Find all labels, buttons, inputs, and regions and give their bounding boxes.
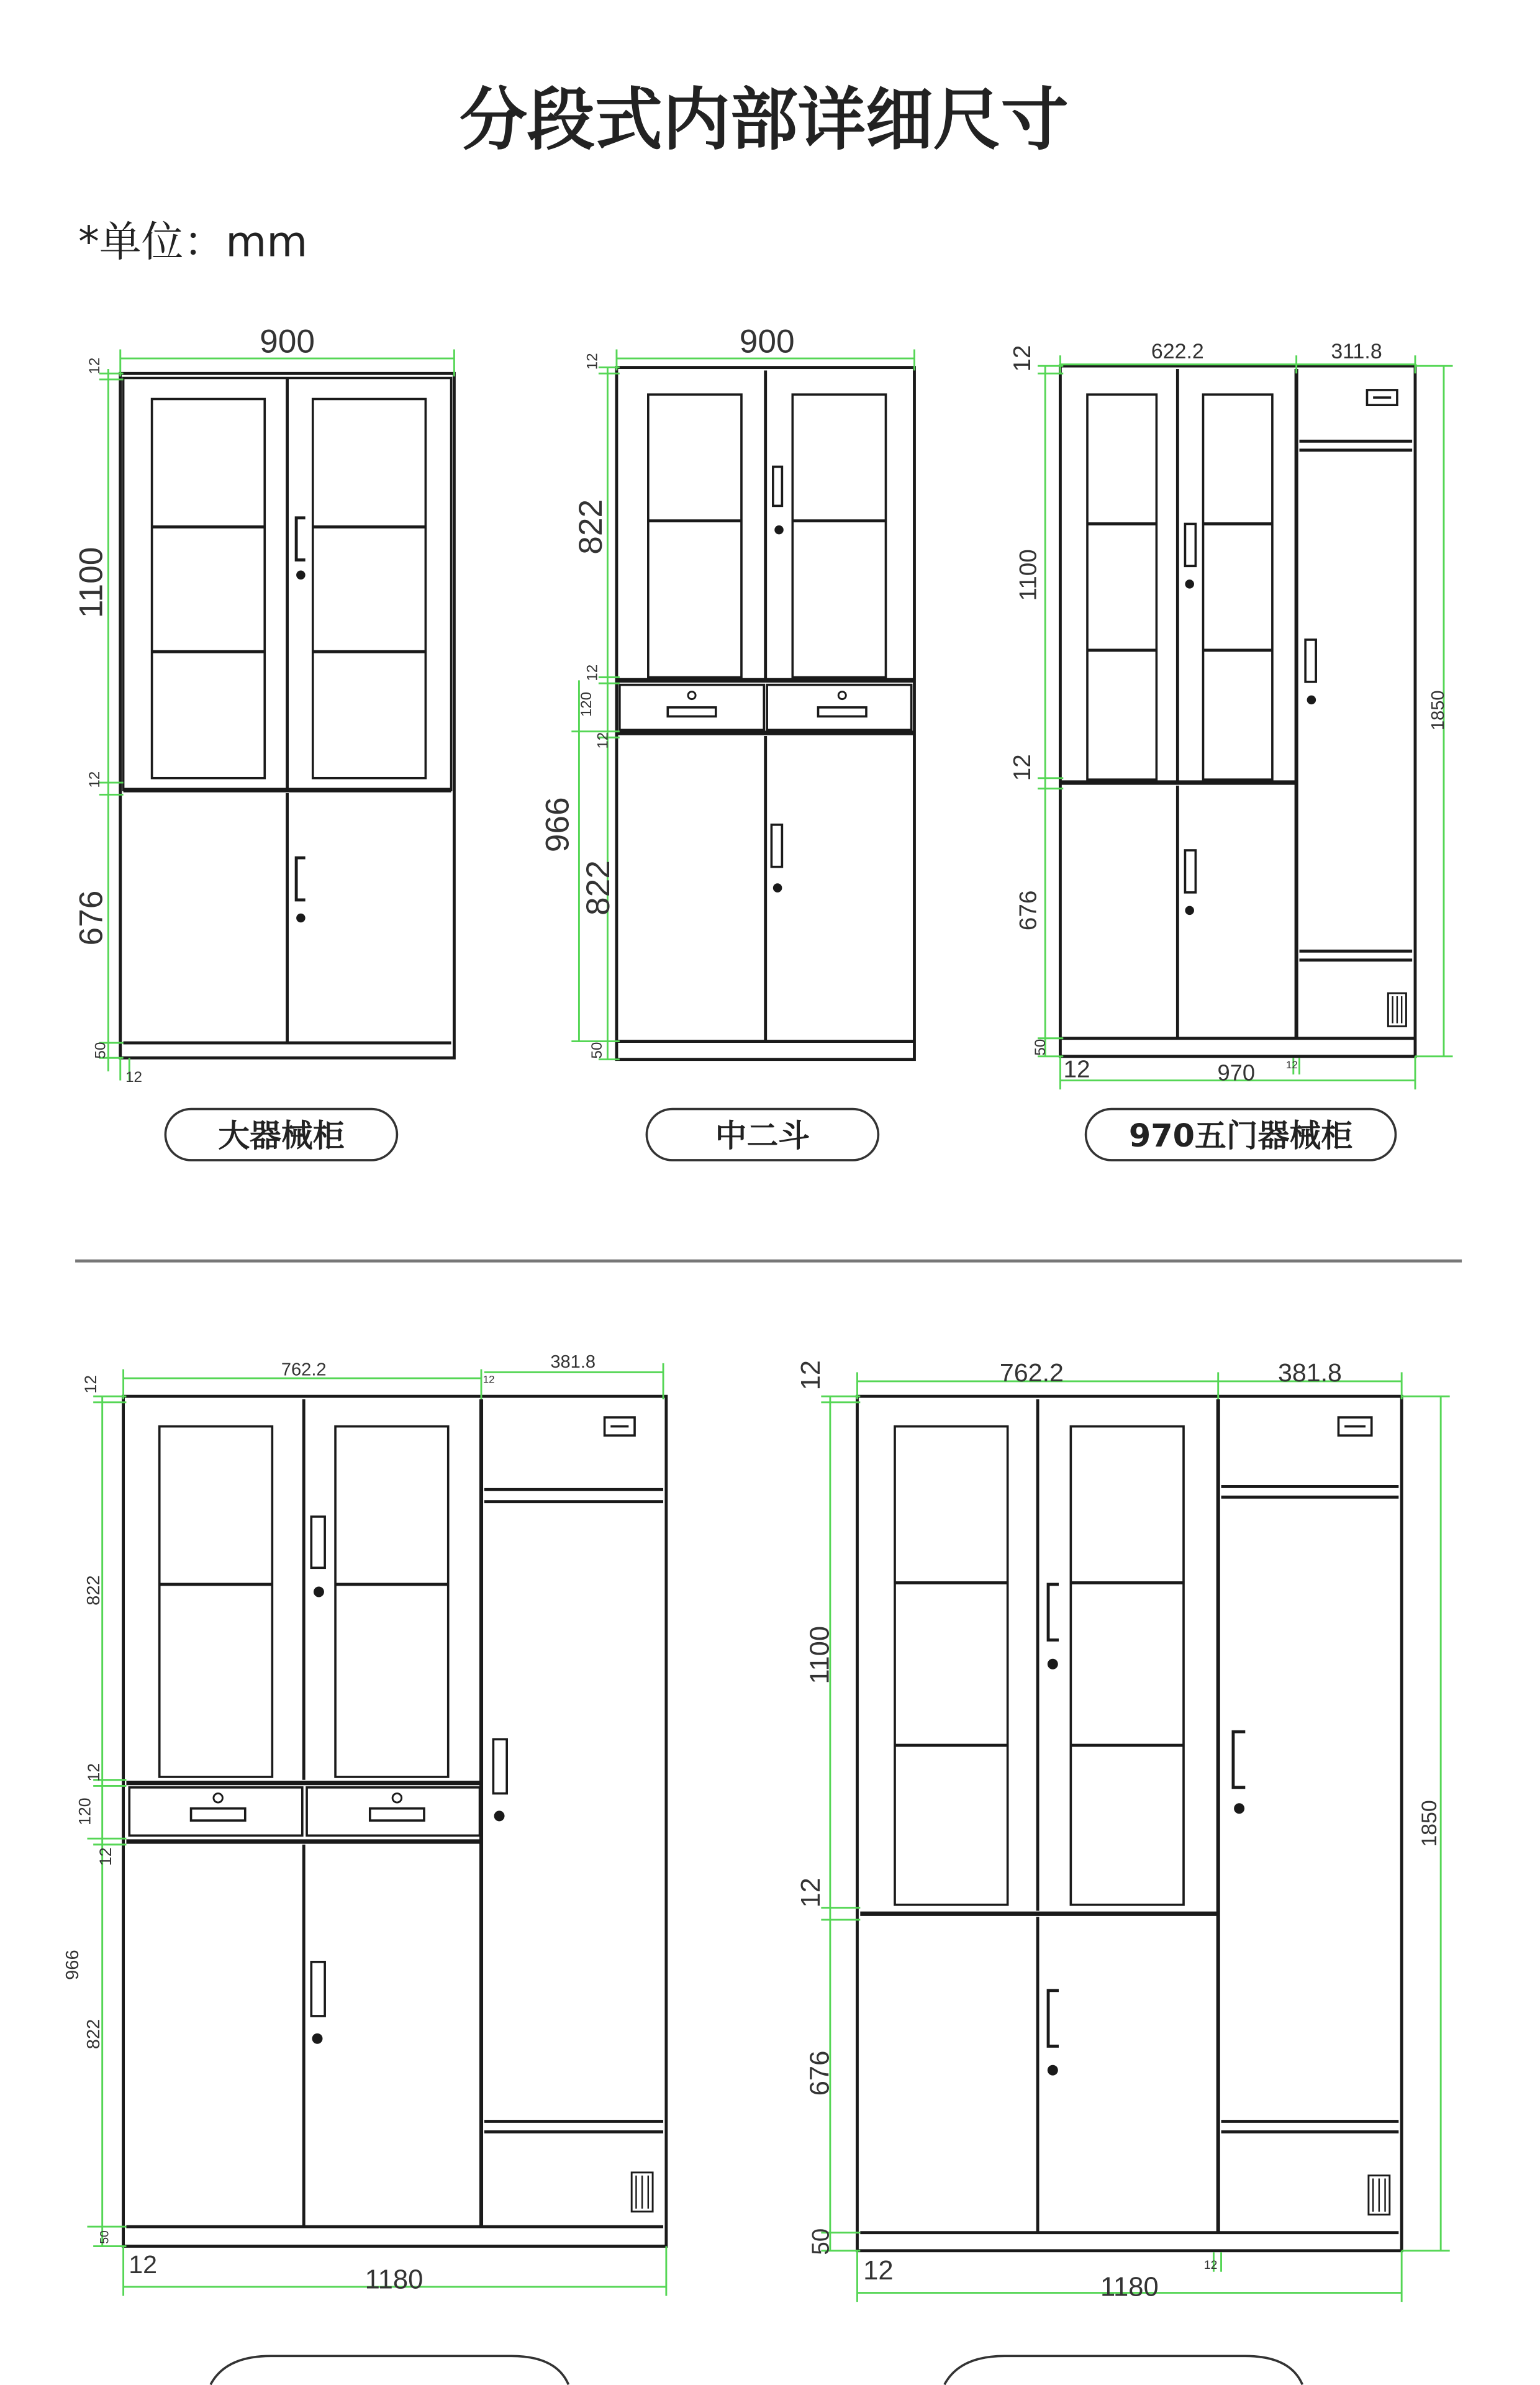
dimension-labels bbox=[73, 323, 315, 1086]
dimension-lines bbox=[821, 1372, 1449, 2302]
glass-left bbox=[1087, 394, 1156, 779]
handle-icon bbox=[296, 518, 306, 560]
dim-mid-gap: 12 bbox=[84, 1763, 103, 1782]
handle-icon bbox=[1048, 1584, 1059, 1640]
drawer-handle-icon bbox=[818, 707, 867, 717]
dim-width: 1180 bbox=[365, 2265, 424, 2295]
dim-top-gap: 12 bbox=[86, 357, 103, 375]
cabinet-large-instrument bbox=[120, 373, 455, 1058]
lock-icon bbox=[1048, 2065, 1058, 2076]
lock-icon bbox=[838, 692, 846, 699]
caption-box bbox=[944, 2356, 1302, 2384]
page-title: 分段式内部详细尺寸 bbox=[459, 80, 1069, 160]
lock-icon bbox=[688, 692, 695, 699]
handle-icon bbox=[493, 1739, 507, 1793]
dimension-labels bbox=[539, 323, 794, 1058]
lock-icon bbox=[774, 525, 784, 535]
dim-width: 1180 bbox=[1100, 2272, 1159, 2302]
lock-icon bbox=[392, 1794, 402, 1803]
dim-mid-gap: 12 bbox=[1008, 754, 1036, 781]
dim-right-gap: 12 bbox=[1285, 1059, 1298, 1071]
dim-mid-gap: 12 bbox=[795, 1878, 826, 1908]
glass-right bbox=[792, 394, 886, 677]
dim-total-height: 1850 bbox=[1417, 1800, 1441, 1847]
lock-icon bbox=[1048, 1659, 1058, 1670]
lock-icon bbox=[1185, 579, 1194, 589]
glass-left bbox=[160, 1427, 273, 1777]
dim-base: 50 bbox=[807, 2228, 835, 2255]
dimension-lines bbox=[571, 350, 914, 1060]
dim-top-height: 1100 bbox=[1015, 549, 1042, 601]
lock-icon bbox=[773, 883, 782, 893]
dim-top-height: 1100 bbox=[805, 1625, 835, 1684]
handle-icon bbox=[773, 466, 782, 506]
dimension-labels bbox=[63, 1352, 596, 2294]
handle-icon bbox=[1305, 640, 1316, 682]
cabinet-two-drawer bbox=[617, 368, 915, 1060]
dim-drawer-gap: 12 bbox=[594, 732, 612, 749]
dim-lower-height: 822 bbox=[579, 860, 617, 916]
dim-drawer-gap: 12 bbox=[96, 1847, 116, 1866]
dim-bottom-height: 676 bbox=[805, 2050, 835, 2096]
glass-left bbox=[648, 394, 741, 677]
lock-icon bbox=[1307, 696, 1316, 705]
handle-icon bbox=[1185, 524, 1195, 566]
dim-top-height: 822 bbox=[83, 1575, 104, 1606]
dim-base: 50 bbox=[97, 2230, 112, 2244]
dim-top-height: 822 bbox=[572, 499, 609, 555]
glass-left bbox=[152, 399, 265, 778]
dim-right-width: 381.8 bbox=[550, 1352, 596, 1373]
glass-left bbox=[895, 1427, 1008, 1905]
label-holder-icon bbox=[1338, 1417, 1371, 1435]
cabinet-1180-five-door bbox=[857, 1396, 1402, 2251]
dimension-lines bbox=[1038, 355, 1452, 1089]
lock-icon bbox=[296, 571, 306, 580]
dimension-labels bbox=[796, 1358, 1441, 2302]
lock-icon bbox=[296, 914, 306, 923]
lock-icon bbox=[312, 2033, 323, 2044]
dim-base: 50 bbox=[1032, 1038, 1049, 1056]
dim-lower-total: 966 bbox=[539, 797, 576, 853]
dim-mid-gap: 12 bbox=[584, 664, 601, 681]
drawer-handle-icon bbox=[370, 1809, 424, 1820]
dim-mid-gap: 12 bbox=[86, 771, 103, 788]
cabinet-970-five-door bbox=[1060, 366, 1415, 1056]
cabinet-caption: 大器械柜 bbox=[218, 1117, 345, 1155]
unit-label: *单位：mm bbox=[78, 217, 308, 266]
handle-icon bbox=[1185, 850, 1195, 893]
dim-top-height: 1100 bbox=[73, 547, 110, 619]
dim-lower-total: 966 bbox=[62, 1950, 83, 1980]
dim-drawer: 120 bbox=[75, 1797, 94, 1825]
cabinet-caption: 970五门器械柜 bbox=[1128, 1117, 1353, 1155]
dim-width: 900 bbox=[739, 323, 795, 360]
dim-top-gap: 12 bbox=[795, 1360, 826, 1391]
cabinet-caption: 中二斗 bbox=[715, 1117, 810, 1155]
dim-base-width: 12 bbox=[1063, 1056, 1090, 1083]
dim-left-width: 762.2 bbox=[999, 1358, 1064, 1387]
handle-icon bbox=[771, 825, 782, 867]
dim-base: 50 bbox=[92, 1042, 109, 1059]
dim-left-width: 622.2 bbox=[1151, 340, 1204, 364]
dim-base: 50 bbox=[588, 1042, 605, 1059]
dim-total-height: 1850 bbox=[1428, 690, 1448, 731]
dim-right-width: 381.8 bbox=[1277, 1358, 1342, 1387]
dim-base-width: 12 bbox=[125, 1068, 143, 1086]
dim-base-width: 12 bbox=[863, 2255, 894, 2286]
dim-top-gap: 12 bbox=[1008, 345, 1036, 372]
label-holder-icon bbox=[605, 1417, 635, 1435]
dim-right-gap: 12 bbox=[1203, 2258, 1218, 2272]
dim-left-width: 762.2 bbox=[281, 1360, 327, 1380]
glass-right bbox=[313, 399, 426, 778]
dim-drawer: 120 bbox=[578, 691, 595, 717]
glass-right bbox=[335, 1427, 448, 1777]
handle-icon bbox=[311, 1517, 325, 1568]
label-holder-icon bbox=[1367, 390, 1397, 405]
dim-width: 900 bbox=[260, 323, 315, 360]
lock-icon bbox=[314, 1587, 324, 1597]
dim-right-gap: 12 bbox=[482, 1373, 495, 1386]
lock-icon bbox=[214, 1794, 223, 1803]
handle-icon bbox=[1233, 1732, 1245, 1788]
lock-icon bbox=[1185, 906, 1194, 915]
dim-bottom-height: 676 bbox=[1015, 890, 1042, 931]
handle-icon bbox=[296, 858, 306, 900]
glass-right bbox=[1203, 394, 1272, 779]
dim-width: 970 bbox=[1217, 1060, 1256, 1086]
lock-icon bbox=[1234, 1803, 1244, 1814]
dim-lower-height: 822 bbox=[83, 2019, 104, 2050]
dim-top-gap: 12 bbox=[81, 1374, 100, 1394]
dim-bottom-height: 676 bbox=[73, 890, 110, 946]
dim-right-width: 311.8 bbox=[1331, 340, 1382, 364]
drawer-handle-icon bbox=[668, 707, 716, 717]
cabinet-1180-drawer bbox=[124, 1396, 666, 2246]
lock-icon bbox=[494, 1810, 505, 1821]
drawer-handle-icon bbox=[191, 1809, 245, 1820]
caption-box bbox=[211, 2356, 568, 2384]
handle-icon bbox=[311, 1962, 325, 2016]
handle-icon bbox=[1048, 1991, 1059, 2047]
dim-top-gap: 12 bbox=[584, 353, 601, 370]
glass-right bbox=[1071, 1427, 1184, 1905]
dim-base-width: 12 bbox=[129, 2250, 157, 2279]
cabinet-outline bbox=[1060, 366, 1415, 1056]
